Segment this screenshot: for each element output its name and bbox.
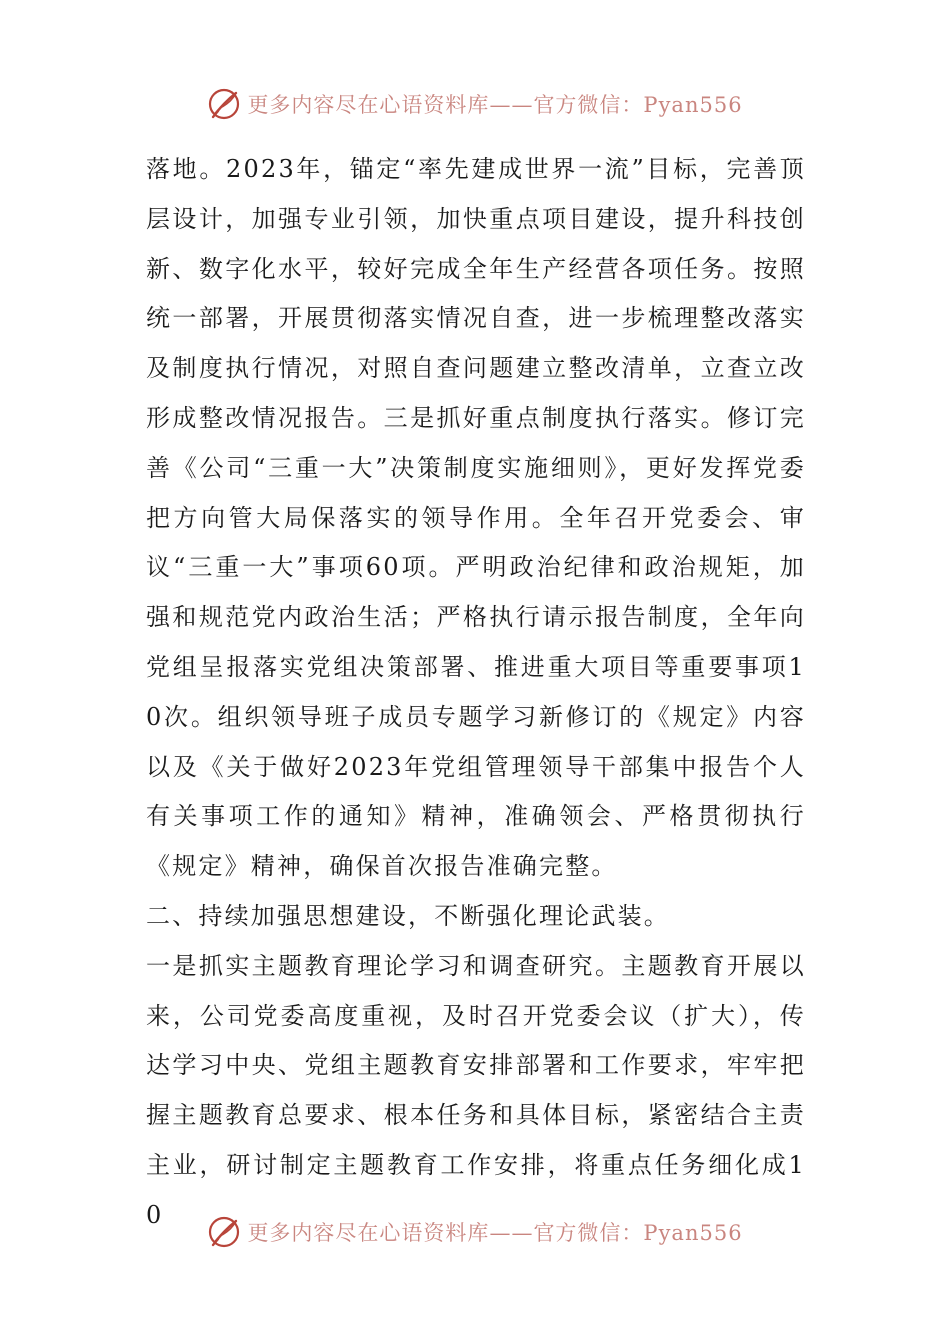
- quill-pen-circle-icon: [207, 87, 241, 121]
- document-body: [146, 145, 806, 1241]
- watermark-contact: 官方微信：Pyan556: [533, 1221, 743, 1245]
- header-watermark: [0, 84, 950, 124]
- section-heading: 二、持续加强思想建设，不断强化理论武装。: [146, 901, 670, 930]
- watermark-separator: ——: [489, 1221, 534, 1245]
- watermark-text: [247, 1217, 742, 1247]
- paragraph: 一是抓实主题教育理论学习和调查研究。主题教育开展以来，公司党委高度重视，及时召开党委会议（扩大），传达学习中央、党组主题教育安排部署和工作要求，牢牢把握主题教育总要求、根本任务和具体目标，紧密结合主责主业，研讨制定主题教育工作安排，将重点任务细化成10: [146, 951, 806, 1229]
- watermark-brand: 更多内容尽在心语资料库: [247, 1221, 490, 1245]
- paragraph: 落地。2023年，锚定“率先建成世界一流”目标，完善顶层设计，加强专业引领，加快重点项目建设，提升科技创新、数字化水平，较好完成全年生产经营各项任务。按照统一部署，开展贯彻落实情况自查，进一步梳理整改落实及制度执行情况，对照自查问题建立整改清单，立查立改形成整改情况报告。三是抓好重点制度执行落实。修订完善《公司“三重一大”决策制度实施细则》，更好发挥党委把方向管大局保落实的领导作用。全年召开党委会、审议“三重一大”事项60项。严明政治纪律和政治规矩，加强和规范党内政治生活；严格执行请示报告制度，全年向党组呈报落实党组决策部署、推进重大项目等重要事项10次。组织领导班子成员专题学习新修订的《规定》内容以及《关于做好2023年党组管理领导干部集中报告个人有关事项工作的通知》精神，准确领会、严格贯彻执行《规定》精神，确保首次报告准确完整。: [146, 155, 806, 881]
- watermark-contact: 官方微信：Pyan556: [533, 93, 743, 117]
- watermark-separator: ——: [489, 93, 534, 117]
- footer-watermark: [0, 1212, 950, 1252]
- quill-pen-circle-icon: [207, 1215, 241, 1249]
- watermark-text: [247, 89, 742, 119]
- watermark-brand: 更多内容尽在心语资料库: [247, 93, 490, 117]
